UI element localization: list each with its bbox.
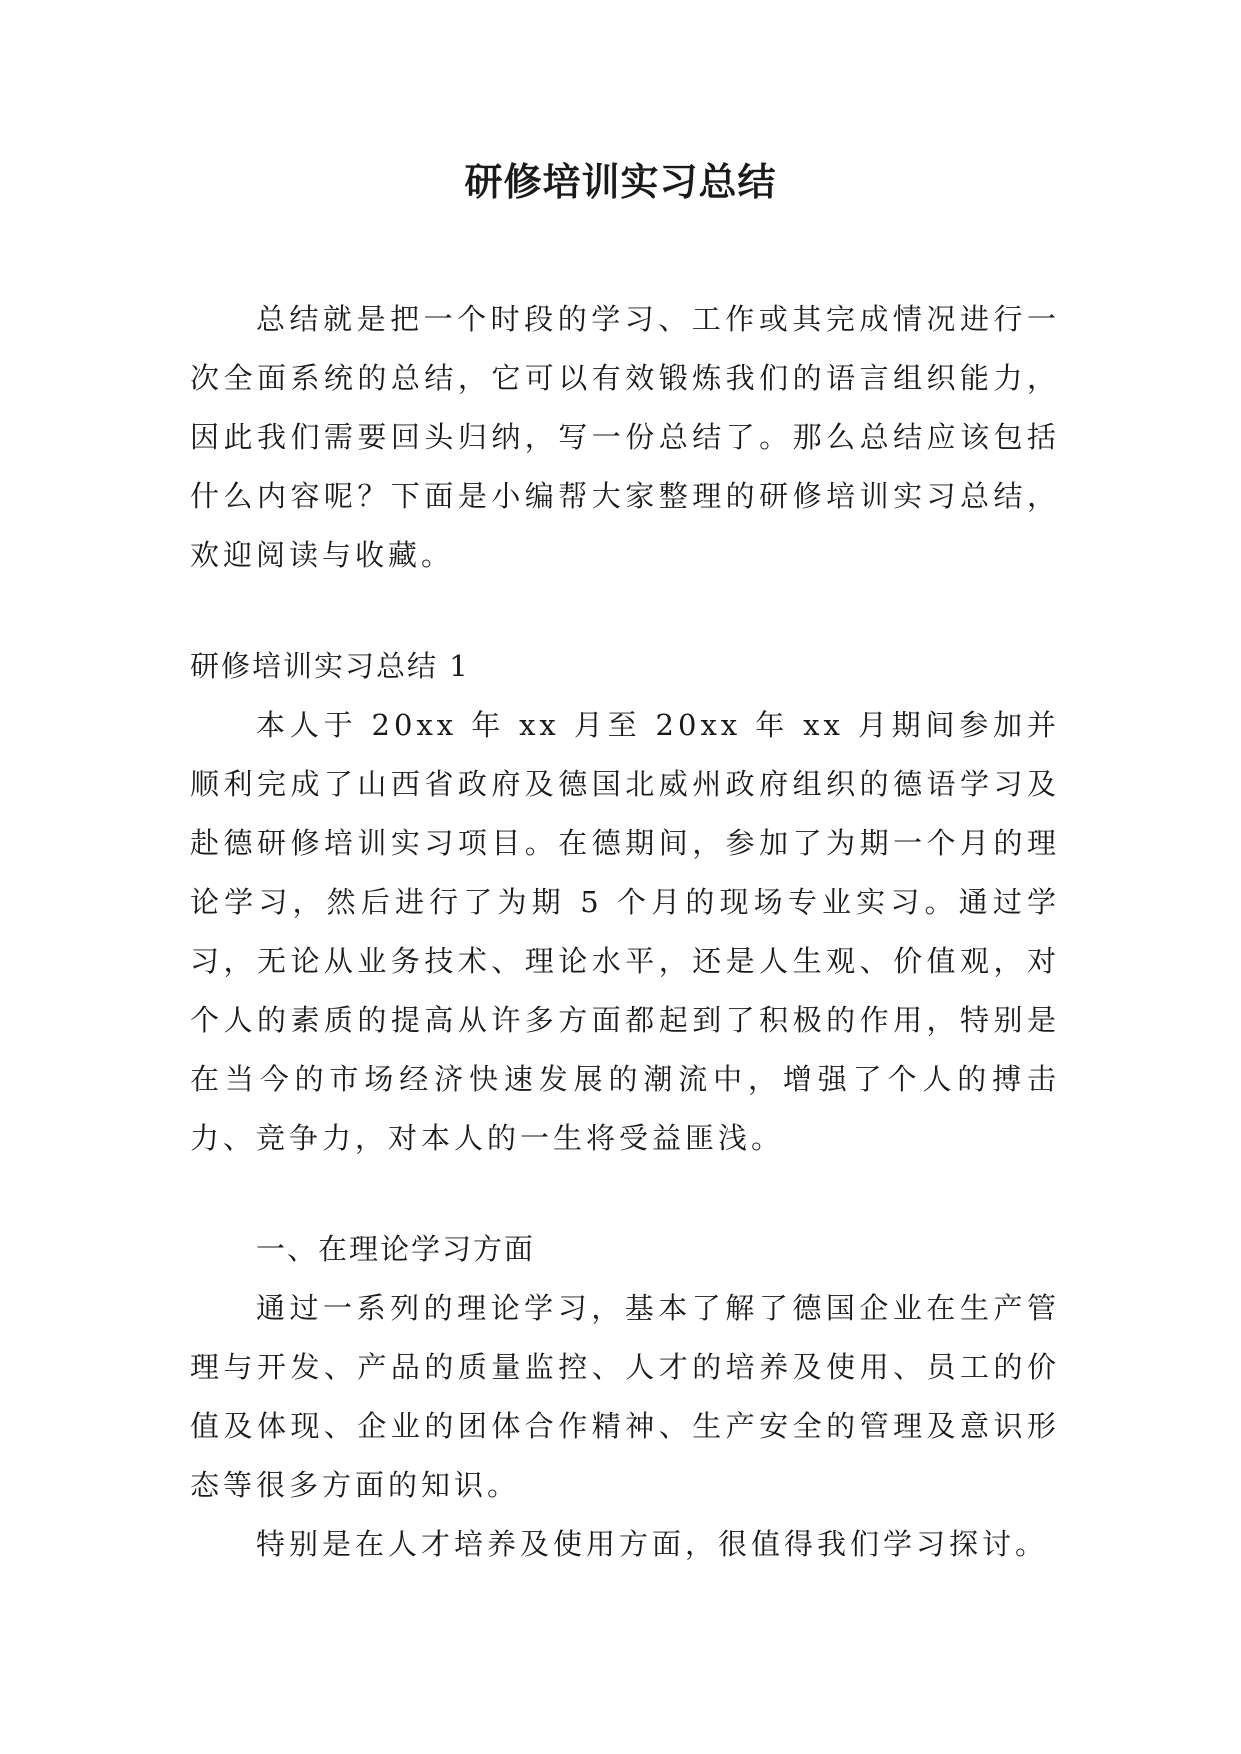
intro-paragraph: 总结就是把一个时段的学习、工作或其完成情况进行一次全面系统的总结，它可以有效锻炼我们的语言组织能力，因此我们需要回头归纳，写一份总结了。那么总结应该包括什么内容呢？下面是小编帮大家整理的研修培训实习总结，欢迎阅读与收藏。 <box>190 302 1060 572</box>
section-1-paragraph: 本人于 20xx 年 xx 月至 20xx 年 xx 月期间参加并顺利完成了山西省政府及德国北威州政府组织的德语学习及赴德研修培训实习项目。在德期间，参加了为期一个月的理论学习，然后进行了为期 5 个月的现场专业实习。通过学习，无论从业务技术、理论水平，还是人生观、价值观，对个人的素质的提高从许多方面都起到了积极的作用，特别是在当今的市场经济快速发展的潮流中，增强了个人的搏击力、竞争力，对本人的一生将受益匪浅。 <box>190 708 1060 1155</box>
theory-section-block <box>190 1220 1060 1574</box>
document-title: 研修培训实习总结 <box>464 160 777 204</box>
section-1-block <box>190 637 1060 1168</box>
theory-paragraph-2: 特别是在人才培养及使用方面，很值得我们学习探讨。 <box>256 1527 1049 1561</box>
theory-paragraph-1: 通过一系列的理论学习，基本了解了德国企业在生产管理与开发、产品的质量监控、人才的培养及使用、员工的价值及体现、企业的团体合作精神、生产安全的管理及意识形态等很多方面的知识。 <box>190 1291 1060 1502</box>
subheading-theory: 一、在理论学习方面 <box>256 1232 536 1266</box>
intro-block <box>190 290 1060 585</box>
section-1-heading: 研修培训实习总结 1 <box>190 649 470 683</box>
